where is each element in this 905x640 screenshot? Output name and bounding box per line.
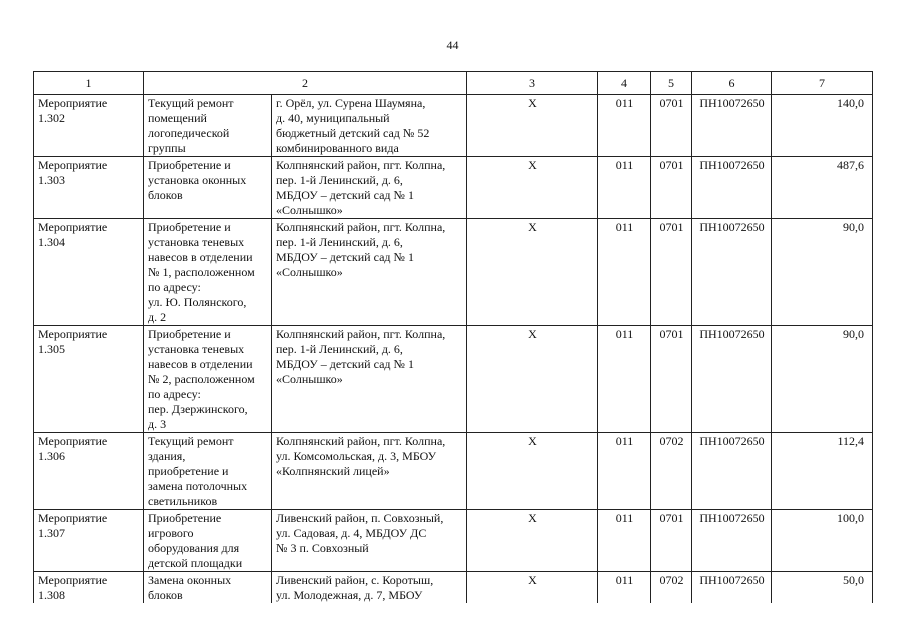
col4-cell: 011 — [598, 510, 651, 572]
measure-name-cell: Приобретение и установка теневых навесов в отделении № 2, расположенном по адресу: пер. Дзержинского, д. 3 — [144, 326, 272, 433]
col5-cell: 0701 — [651, 95, 692, 157]
header-col-4: 4 — [598, 72, 651, 95]
header-col-6: 6 — [692, 72, 772, 95]
amount-cell: 90,0 — [772, 326, 873, 433]
measure-name-cell: Текущий ремонт помещений логопедической группы — [144, 95, 272, 157]
col3-cell: Х — [467, 326, 598, 433]
header-col-3: 3 — [467, 72, 598, 95]
col3-cell: Х — [467, 95, 598, 157]
col5-cell: 0702 — [651, 572, 692, 604]
amount-cell: 50,0 — [772, 572, 873, 604]
table-row — [34, 219, 873, 326]
col6-cell: ПН10072650 — [692, 95, 772, 157]
measure-name-cell: Приобретение игрового оборудования для детской площадки — [144, 510, 272, 572]
measure-name-cell: Текущий ремонт здания, приобретение и замена потолочных светильников — [144, 433, 272, 510]
col3-cell: Х — [467, 219, 598, 326]
address-cell: Ливенский район, п. Совхозный, ул. Садовая, д. 4, МБДОУ ДС № 3 п. Совхозный — [272, 510, 467, 572]
amount-cell: 90,0 — [772, 219, 873, 326]
measure-id-cell: Мероприятие 1.305 — [34, 326, 144, 433]
col4-cell: 011 — [598, 157, 651, 219]
table-row — [34, 95, 873, 157]
table-row — [34, 572, 873, 604]
col6-cell: ПН10072650 — [692, 572, 772, 604]
col4-cell: 011 — [598, 95, 651, 157]
measure-name-cell: Замена оконных блоков — [144, 572, 272, 604]
col3-cell: Х — [467, 433, 598, 510]
measure-id-cell: Мероприятие 1.308 — [34, 572, 144, 604]
amount-cell: 100,0 — [772, 510, 873, 572]
col3-cell: Х — [467, 510, 598, 572]
col3-cell: Х — [467, 572, 598, 604]
col6-cell: ПН10072650 — [692, 157, 772, 219]
budget-table — [33, 71, 873, 603]
header-col-7: 7 — [772, 72, 873, 95]
amount-cell: 112,4 — [772, 433, 873, 510]
col6-cell: ПН10072650 — [692, 326, 772, 433]
measure-id-cell: Мероприятие 1.304 — [34, 219, 144, 326]
address-cell: Колпнянский район, пгт. Колпна, пер. 1-й Ленинский, д. 6, МБДОУ – детский сад № 1 «Солнышко» — [272, 219, 467, 326]
col4-cell: 011 — [598, 219, 651, 326]
col5-cell: 0701 — [651, 510, 692, 572]
measure-id-cell: Мероприятие 1.307 — [34, 510, 144, 572]
col5-cell: 0702 — [651, 433, 692, 510]
amount-cell: 487,6 — [772, 157, 873, 219]
header-col-2: 2 — [144, 72, 467, 95]
measure-id-cell: Мероприятие 1.303 — [34, 157, 144, 219]
col4-cell: 011 — [598, 433, 651, 510]
col6-cell: ПН10072650 — [692, 219, 772, 326]
col5-cell: 0701 — [651, 219, 692, 326]
address-cell: г. Орёл, ул. Сурена Шаумяна, д. 40, муниципальный бюджетный детский сад № 52 комбинированного вида — [272, 95, 467, 157]
measure-id-cell: Мероприятие 1.302 — [34, 95, 144, 157]
col6-cell: ПН10072650 — [692, 510, 772, 572]
col4-cell: 011 — [598, 326, 651, 433]
col5-cell: 0701 — [651, 157, 692, 219]
header-col-1: 1 — [34, 72, 144, 95]
header-col-5: 5 — [651, 72, 692, 95]
table-row — [34, 510, 873, 572]
address-cell: Ливенский район, с. Коротыш, ул. Молодежная, д. 7, МБОУ — [272, 572, 467, 604]
col3-cell: Х — [467, 157, 598, 219]
table-row — [34, 326, 873, 433]
address-cell: Колпнянский район, пгт. Колпна, ул. Комсомольская, д. 3, МБОУ «Колпнянский лицей» — [272, 433, 467, 510]
measure-id-cell: Мероприятие 1.306 — [34, 433, 144, 510]
address-cell: Колпнянский район, пгт. Колпна, пер. 1-й Ленинский, д. 6, МБДОУ – детский сад № 1 «Солнышко» — [272, 157, 467, 219]
measure-name-cell: Приобретение и установка теневых навесов в отделении № 1, расположенном по адресу: ул. Ю. Полянского, д. 2 — [144, 219, 272, 326]
amount-cell: 140,0 — [772, 95, 873, 157]
address-cell: Колпнянский район, пгт. Колпна, пер. 1-й Ленинский, д. 6, МБДОУ – детский сад № 1 «Солнышко» — [272, 326, 467, 433]
header-row — [34, 72, 873, 95]
table-row — [34, 433, 873, 510]
col6-cell: ПН10072650 — [692, 433, 772, 510]
col4-cell: 011 — [598, 572, 651, 604]
measure-name-cell: Приобретение и установка оконных блоков — [144, 157, 272, 219]
page-number: 44 — [446, 38, 459, 52]
table-row — [34, 157, 873, 219]
col5-cell: 0701 — [651, 326, 692, 433]
